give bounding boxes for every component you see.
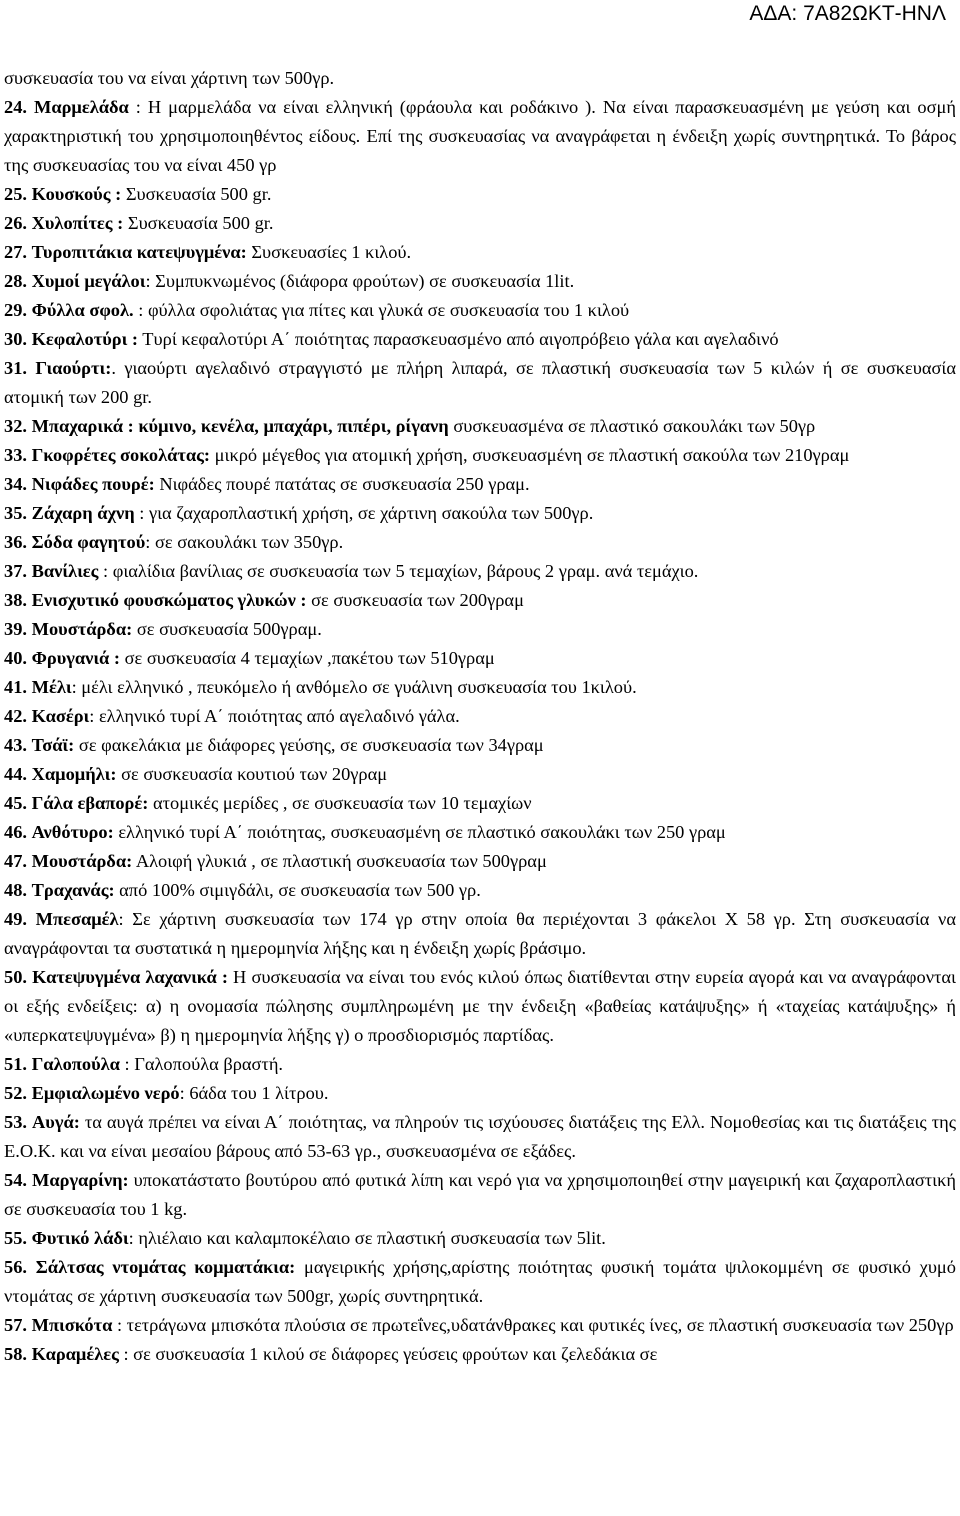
list-item <box>4 615 956 644</box>
item-name: Γαλοπούλα <box>31 1054 120 1074</box>
item-name: Φρυγανιά : <box>31 648 121 668</box>
item-text: : σε συσκευασία 1 κιλού σε διάφορες γεύσεις φρούτων και ζελεδάκια σε <box>118 1344 658 1364</box>
document-code: ΑΔΑ: 7Α82ΩΚΤ-ΗΝΛ <box>749 2 946 25</box>
item-text: υποκατάστατο βουτύρου από φυτικά λίπη και νερό για να χρησιμοποιηθεί στην μαγειρική και ζαχαροπλαστική σε συσκευασία του 1 kg. <box>4 1170 956 1219</box>
item-name: Τυροπιτάκια κατεψυγμένα: <box>31 242 247 262</box>
item-number: 24. <box>4 97 27 117</box>
item-text: : 6άδα του 1 λίτρου. <box>179 1083 329 1103</box>
item-text: : Η μαρμελάδα να είναι ελληνική (φράουλα και ροδάκινο ). Να είναι παρασκευασμένη με γεύση και οσμή χαρακτηριστική του χρησιμοποιηθέντος είδους. Επί της συσκευασίας να αναγράφεται η ένδειξη χωρίς συντηρητικά. Το βάρος της συσκευασίας του να είναι 450 γρ <box>4 97 956 175</box>
item-number: 32. <box>4 416 27 436</box>
item-name: Ενισχυτικό φουσκώματος γλυκών : <box>31 590 307 610</box>
item-text: σε συσκευασία 500γραμ. <box>132 619 322 639</box>
list-item <box>4 1253 956 1311</box>
item-number: 30. <box>4 329 27 349</box>
list-item <box>4 876 956 905</box>
intro-line: συσκευασία του να είναι χάρτινη των 500γρ. <box>4 68 335 88</box>
item-number: 39. <box>4 619 27 639</box>
item-number: 57. <box>4 1315 27 1335</box>
item-name: Βανίλιες <box>31 561 99 581</box>
list-item <box>4 441 956 470</box>
list-item <box>4 1050 956 1079</box>
item-text: Συσκευασία 500 gr. <box>123 213 274 233</box>
item-number: 53. <box>4 1112 27 1132</box>
item-text: σε φακελάκια με διάφορες γεύσης, σε συσκευασία των 34γραμ <box>74 735 544 755</box>
item-name: Μπισκότα <box>31 1315 113 1335</box>
item-text: ατομικές μερίδες , σε συσκευασία των 10 τεμαχίων <box>148 793 532 813</box>
item-number: 46. <box>4 822 27 842</box>
item-text: Η συσκευασία να είναι του ενός κιλού όπως διατίθενται στην ευρεία αγορά και να αναγράφονται οι εξής ενδείξεις: α) η ονομασία πώλησης συμπληρωμένη με την ένδειξη «βαθείας κατάψυξης» ή «ταχείας κατάψυξης» ή «υπερκατεψυγμένα» β) η ημερομηνία λήξης γ) ο προσδιορισμός παρτίδας. <box>4 967 956 1045</box>
item-text: ελληνικό τυρί Α΄ ποιότητας, συσκευασμένη σε πλαστικό σακουλάκι των 250 γραμ <box>113 822 726 842</box>
item-text: : Σε χάρτινη συσκευασία των 174 γρ στην οποία θα περιέχονται 3 φάκελοι Χ 58 γρ. Στη συσκευασία να αναγράφονται τα συστατικά η ημερομηνία λήξης και η ένδειξη χωρίς βράσιμο. <box>4 909 956 958</box>
list-item <box>4 470 956 499</box>
item-number: 40. <box>4 648 27 668</box>
item-name: Μπεσαμέλ <box>35 909 119 929</box>
item-name: Κασέρι <box>31 706 90 726</box>
item-text: : τετράγωνα μπισκότα πλούσια σε πρωτεΐνες,υδατάνθρακες και φυτικές ίνες, σε πλαστική συσκευασία των 250γρ <box>112 1315 954 1335</box>
item-text: σε συσκευασία κουτιού των 20γραμ <box>116 764 388 784</box>
list-item <box>4 847 956 876</box>
item-name: Μέλι <box>31 677 72 697</box>
item-text: . γιαούρτι αγελαδινό στραγγιστό με πλήρη λιπαρά, σε πλαστική συσκευασία των 5 κιλών ή σε συσκευασία ατομική των 200 gr. <box>4 358 956 407</box>
item-text: μικρό μέγεθος για ατομική χρήση, συσκευασμένη σε πλαστική σακούλα των 210γραμ <box>210 445 850 465</box>
list-item <box>4 586 956 615</box>
list-item <box>4 1224 956 1253</box>
item-text: : φύλλα σφολιάτας για πίτες και γλυκά σε συσκευασία του 1 κιλού <box>133 300 630 320</box>
document-body <box>4 64 956 1369</box>
item-name: Γιαούρτι: <box>35 358 112 378</box>
item-number: 49. <box>4 909 27 929</box>
list-item <box>4 1340 956 1369</box>
item-name: Νιφάδες πουρέ: <box>31 474 155 494</box>
item-name: Κουσκούς : <box>31 184 122 204</box>
item-text: μαγειρικής χρήσης,αρίστης ποιότητας φυσική τομάτα ψιλοκομμένη σε φυσικό χυμό ντομάτας σε χάρτινη συσκευασία των 500gr, χωρίς συντηρητικά. <box>4 1257 956 1306</box>
item-name: Μουστάρδα: <box>31 851 133 871</box>
item-text: : σε σακουλάκι των 350γρ. <box>145 532 344 552</box>
item-text: : ελληνικό τυρί Α΄ ποιότητας από αγελαδινό γάλα. <box>89 706 460 726</box>
item-number: 36. <box>4 532 27 552</box>
list-item <box>4 412 956 441</box>
item-text: : Συμπυκνωμένος (διάφορα φρούτων) σε συσκευασία 1lit. <box>145 271 575 291</box>
list-item <box>4 818 956 847</box>
item-number: 48. <box>4 880 27 900</box>
item-name: Χυμοί μεγάλοι <box>31 271 146 291</box>
list-item <box>4 1079 956 1108</box>
list-item <box>4 209 956 238</box>
item-name: Μαργαρίνη: <box>31 1170 129 1190</box>
item-name: Καραμέλες <box>31 1344 119 1364</box>
item-name: Μουστάρδα: <box>31 619 133 639</box>
item-number: 58. <box>4 1344 27 1364</box>
list-item <box>4 238 956 267</box>
item-text: : ηλιέλαιο και καλαμποκέλαιο σε πλαστική συσκευασία των 5lit. <box>128 1228 606 1248</box>
item-number: 27. <box>4 242 27 262</box>
item-name: Ζάχαρη άχνη <box>31 503 135 523</box>
item-number: 29. <box>4 300 27 320</box>
list-item <box>4 93 956 180</box>
item-name: Εμφιαλωμένο νερό <box>31 1083 180 1103</box>
list-item <box>4 673 956 702</box>
item-text: Συσκευασίες 1 κιλού. <box>246 242 412 262</box>
list-item <box>4 528 956 557</box>
item-text: Συσκευασία 500 gr. <box>121 184 272 204</box>
list-item <box>4 325 956 354</box>
item-number: 26. <box>4 213 27 233</box>
item-number: 45. <box>4 793 27 813</box>
item-name: Χυλοπίτες : <box>31 213 124 233</box>
item-number: 52. <box>4 1083 27 1103</box>
item-text: : Γαλοπούλα βραστή. <box>119 1054 284 1074</box>
item-number: 54. <box>4 1170 27 1190</box>
item-name: Ανθότυρο: <box>31 822 114 842</box>
item-name: Σόδα φαγητού <box>31 532 146 552</box>
list-item <box>4 499 956 528</box>
item-number: 56. <box>4 1257 27 1277</box>
item-number: 38. <box>4 590 27 610</box>
item-text: Αλοιφή γλυκιά , σε πλαστική συσκευασία των 500γραμ <box>132 851 547 871</box>
item-number: 55. <box>4 1228 27 1248</box>
item-number: 28. <box>4 271 27 291</box>
item-name: Μπαχαρικά : κύμινο, κενέλα, μπαχάρι, πιπέρι, ρίγανη <box>31 416 449 436</box>
item-number: 47. <box>4 851 27 871</box>
item-number: 34. <box>4 474 27 494</box>
list-item <box>4 1311 956 1340</box>
item-number: 35. <box>4 503 27 523</box>
item-name: Σάλτσας ντομάτας κομματάκια: <box>35 1257 296 1277</box>
item-number: 33. <box>4 445 27 465</box>
item-name: Τσάϊ: <box>31 735 75 755</box>
item-name: Τραχανάς: <box>31 880 115 900</box>
item-number: 25. <box>4 184 27 204</box>
item-text: : φιαλίδια βανίλιας σε συσκευασία των 5 τεμαχίων, βάρους 2 γραμ. ανά τεμάχιο. <box>98 561 699 581</box>
list-item <box>4 644 956 673</box>
list-item <box>4 789 956 818</box>
list-item <box>4 354 956 412</box>
list-item <box>4 731 956 760</box>
item-name: Χαμομήλι: <box>31 764 117 784</box>
item-text: : για ζαχαροπλαστική χρήση, σε χάρτινη σακούλα των 500γρ. <box>134 503 594 523</box>
list-item <box>4 760 956 789</box>
list-item <box>4 557 956 586</box>
item-text: σε συσκευασία των 200γραμ <box>306 590 524 610</box>
item-name: Κεφαλοτύρι : <box>31 329 139 349</box>
item-name: Γκοφρέτες σοκολάτας: <box>31 445 211 465</box>
item-text: Νιφάδες πουρέ πατάτας σε συσκευασία 250 γραμ. <box>154 474 530 494</box>
item-number: 44. <box>4 764 27 784</box>
item-text: σε συσκευασία 4 τεμαχίων ,πακέτου των 510γραμ <box>120 648 495 668</box>
item-number: 41. <box>4 677 27 697</box>
item-name: Μαρμελάδα <box>33 97 129 117</box>
item-name: Φυτικό λάδι <box>31 1228 129 1248</box>
list-item <box>4 963 956 1050</box>
item-number: 50. <box>4 967 27 987</box>
list-item <box>4 296 956 325</box>
item-text: από 100% σιμιγδάλι, σε συσκευασία των 500 γρ. <box>114 880 481 900</box>
item-number: 42. <box>4 706 27 726</box>
item-number: 31. <box>4 358 27 378</box>
list-item <box>4 267 956 296</box>
list-item <box>4 1166 956 1224</box>
list-item <box>4 180 956 209</box>
item-text: Τυρί κεφαλοτύρι Α΄ ποιότητας παρασκευασμένο από αιγοπρόβειο γάλα και αγελαδινό <box>138 329 779 349</box>
list-item <box>4 1108 956 1166</box>
item-name: Γάλα εβαπορέ: <box>31 793 149 813</box>
item-name: Αυγά: <box>32 1112 80 1132</box>
item-text: : μέλι ελληνικό , πευκόμελο ή ανθόμελο σε γυάλινη συσκευασία του 1κιλού. <box>71 677 637 697</box>
item-name: Φύλλα σφολ. <box>31 300 134 320</box>
list-item <box>4 905 956 963</box>
item-text: συσκευασμένα σε πλαστικό σακουλάκι των 50γρ <box>448 416 816 436</box>
item-number: 37. <box>4 561 27 581</box>
list-item <box>4 702 956 731</box>
item-number: 43. <box>4 735 27 755</box>
item-name: Κατεψυγμένα λαχανικά : <box>32 967 228 987</box>
item-number: 51. <box>4 1054 27 1074</box>
item-text: τα αυγά πρέπει να είναι Α΄ ποιότητας, να πληρούν τις ισχύουσες διατάξεις της Ελλ. Νομοθεσίας και τις διατάξεις της Ε.Ο.Κ. και να είναι μεσαίου βάρους από 53-63 γρ., συσκευασμένα σε εξάδες. <box>4 1112 956 1161</box>
